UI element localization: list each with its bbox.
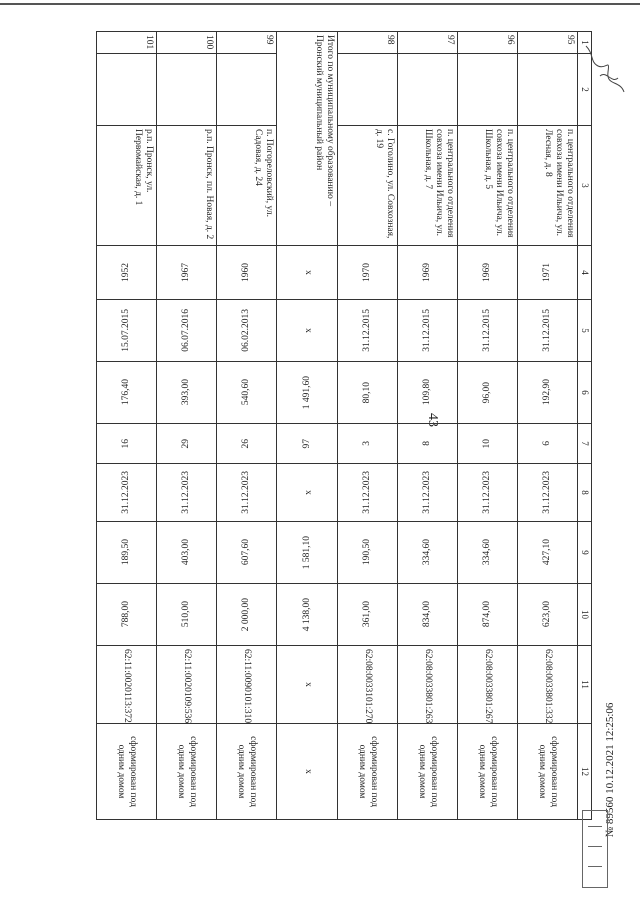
row-value-10: 834,00	[398, 584, 458, 646]
row-date-2: 31.12.2023	[157, 464, 217, 522]
column-number-row	[578, 32, 592, 820]
total-date-1: x	[277, 300, 338, 362]
row-number: 97	[398, 32, 458, 54]
row-qty: 3	[338, 424, 398, 464]
row-date-2: 31.12.2023	[217, 464, 277, 522]
logo-divider	[588, 826, 602, 827]
row-area: 80,10	[338, 362, 398, 424]
row-value-9: 427,10	[518, 522, 578, 584]
row-cadastral: 62:08:0033101:270	[338, 646, 398, 724]
row-qty: 10	[458, 424, 518, 464]
row-value-9: 607,60	[217, 522, 277, 584]
row-status: сформирован под одним домом	[518, 724, 578, 820]
row-area: 176,40	[97, 362, 157, 424]
row-year: 1960	[217, 246, 277, 300]
total-row	[277, 32, 338, 820]
register-sheet	[76, 31, 592, 819]
row-date-2: 31.12.2023	[518, 464, 578, 522]
row-address: п. Погореловский, ул. Садовая, д. 24	[217, 126, 277, 246]
logo-divider	[588, 846, 602, 847]
row-number: 101	[97, 32, 157, 54]
row-year: 1969	[398, 246, 458, 300]
row-col2	[398, 54, 458, 126]
row-date-1: 06.07.2016	[157, 300, 217, 362]
row-value-9: 403,00	[157, 522, 217, 584]
row-date-1: 15.07.2015	[97, 300, 157, 362]
row-address: п. центрального отделения совхоза имени Ильича, ул. Школьная, д. 5	[458, 126, 518, 246]
table-row	[458, 32, 518, 820]
row-value-10: 2 000,00	[217, 584, 277, 646]
column-number: 4	[578, 246, 592, 300]
row-status: сформирован под одним домом	[217, 724, 277, 820]
row-cadastral: 62:11:0090101:310	[217, 646, 277, 724]
row-number: 96	[458, 32, 518, 54]
table-row	[97, 32, 157, 820]
column-number: 5	[578, 300, 592, 362]
column-number: 8	[578, 464, 592, 522]
total-date-2: x	[277, 464, 338, 522]
total-qty: 97	[277, 424, 338, 464]
row-area: 109,80	[398, 362, 458, 424]
row-status: сформирован под одним домом	[338, 724, 398, 820]
row-col2	[97, 54, 157, 126]
row-address: п. центрального отделения совхоза имени Ильича, ул. Лесная, д. 8	[518, 126, 578, 246]
row-cadastral: 62:08:0033801:332	[518, 646, 578, 724]
total-status: x	[277, 724, 338, 820]
row-value-9: 334,60	[398, 522, 458, 584]
row-year: 1967	[157, 246, 217, 300]
row-date-1: 31.12.2015	[398, 300, 458, 362]
housing-register-table	[96, 31, 592, 820]
row-cadastral: 62:11:0020113:372	[97, 646, 157, 724]
registry-logo-icon	[582, 810, 608, 888]
row-address: п. центрального отделения совхоза имени Ильича, ул. Школьная, д. 7	[398, 126, 458, 246]
column-number: 6	[578, 362, 592, 424]
column-number: 12	[578, 724, 592, 820]
total-value-10: 4 138,00	[277, 584, 338, 646]
row-area: 96,00	[458, 362, 518, 424]
table-row	[398, 32, 458, 820]
row-status: сформирован под одним домом	[458, 724, 518, 820]
row-status: сформирован под одним домом	[157, 724, 217, 820]
row-value-10: 623,00	[518, 584, 578, 646]
column-number: 10	[578, 584, 592, 646]
row-value-10: 874,00	[458, 584, 518, 646]
row-status: сформирован под одним домом	[398, 724, 458, 820]
handwritten-signature	[580, 40, 630, 100]
row-area: 393,00	[157, 362, 217, 424]
row-area: 540,60	[217, 362, 277, 424]
row-qty: 29	[157, 424, 217, 464]
row-number: 99	[217, 32, 277, 54]
row-date-1: 31.12.2015	[338, 300, 398, 362]
logo-divider	[588, 866, 602, 867]
row-status: сформирован под одним домом	[97, 724, 157, 820]
row-qty: 8	[398, 424, 458, 464]
row-value-9: 334,60	[458, 522, 518, 584]
total-label: Итого по муниципальному образованию – Пронский муниципальный район	[277, 32, 338, 246]
row-area: 192,90	[518, 362, 578, 424]
row-address: р.п. Пронск, ул. Первомайская, д. 1	[97, 126, 157, 246]
row-qty: 16	[97, 424, 157, 464]
row-number: 98	[338, 32, 398, 54]
row-date-2: 31.12.2023	[97, 464, 157, 522]
row-cadastral: 62:08:0033801:267	[458, 646, 518, 724]
row-year: 1969	[458, 246, 518, 300]
row-value-10: 788,00	[97, 584, 157, 646]
row-col2	[518, 54, 578, 126]
column-number: 9	[578, 522, 592, 584]
row-value-9: 190,50	[338, 522, 398, 584]
column-number: 1	[578, 32, 592, 54]
column-number: 2	[578, 54, 592, 126]
row-year: 1970	[338, 246, 398, 300]
row-col2	[157, 54, 217, 126]
row-date-1: 31.12.2015	[518, 300, 578, 362]
row-value-9: 189,50	[97, 522, 157, 584]
column-number: 11	[578, 646, 592, 724]
row-date-1: 31.12.2015	[458, 300, 518, 362]
row-value-10: 510,00	[157, 584, 217, 646]
scan-top-edge	[0, 3, 640, 5]
total-year: x	[277, 246, 338, 300]
table-row	[518, 32, 578, 820]
row-year: 1952	[97, 246, 157, 300]
row-date-2: 31.12.2023	[458, 464, 518, 522]
row-date-1: 06.02.2013	[217, 300, 277, 362]
row-cadastral: 62:08:0033801:263	[398, 646, 458, 724]
row-address: с. Гоголино, ул. Совхозная, д. 19	[338, 126, 398, 246]
row-col2	[338, 54, 398, 126]
total-value-9: 1 581,10	[277, 522, 338, 584]
table-row	[338, 32, 398, 820]
row-address: р.п. Пронск, пл. Новая, д. 2	[157, 126, 217, 246]
column-number: 7	[578, 424, 592, 464]
row-date-2: 31.12.2023	[398, 464, 458, 522]
row-date-2: 31.12.2023	[338, 464, 398, 522]
row-qty: 6	[518, 424, 578, 464]
row-value-10: 361,00	[338, 584, 398, 646]
total-area: 1 491,60	[277, 362, 338, 424]
row-col2	[458, 54, 518, 126]
row-cadastral: 62:11:0020109:536	[157, 646, 217, 724]
table-row	[157, 32, 217, 820]
row-qty: 26	[217, 424, 277, 464]
row-year: 1971	[518, 246, 578, 300]
row-number: 95	[518, 32, 578, 54]
row-col2	[217, 54, 277, 126]
total-cadastral: x	[277, 646, 338, 724]
column-number: 3	[578, 126, 592, 246]
row-number: 100	[157, 32, 217, 54]
table-row	[217, 32, 277, 820]
